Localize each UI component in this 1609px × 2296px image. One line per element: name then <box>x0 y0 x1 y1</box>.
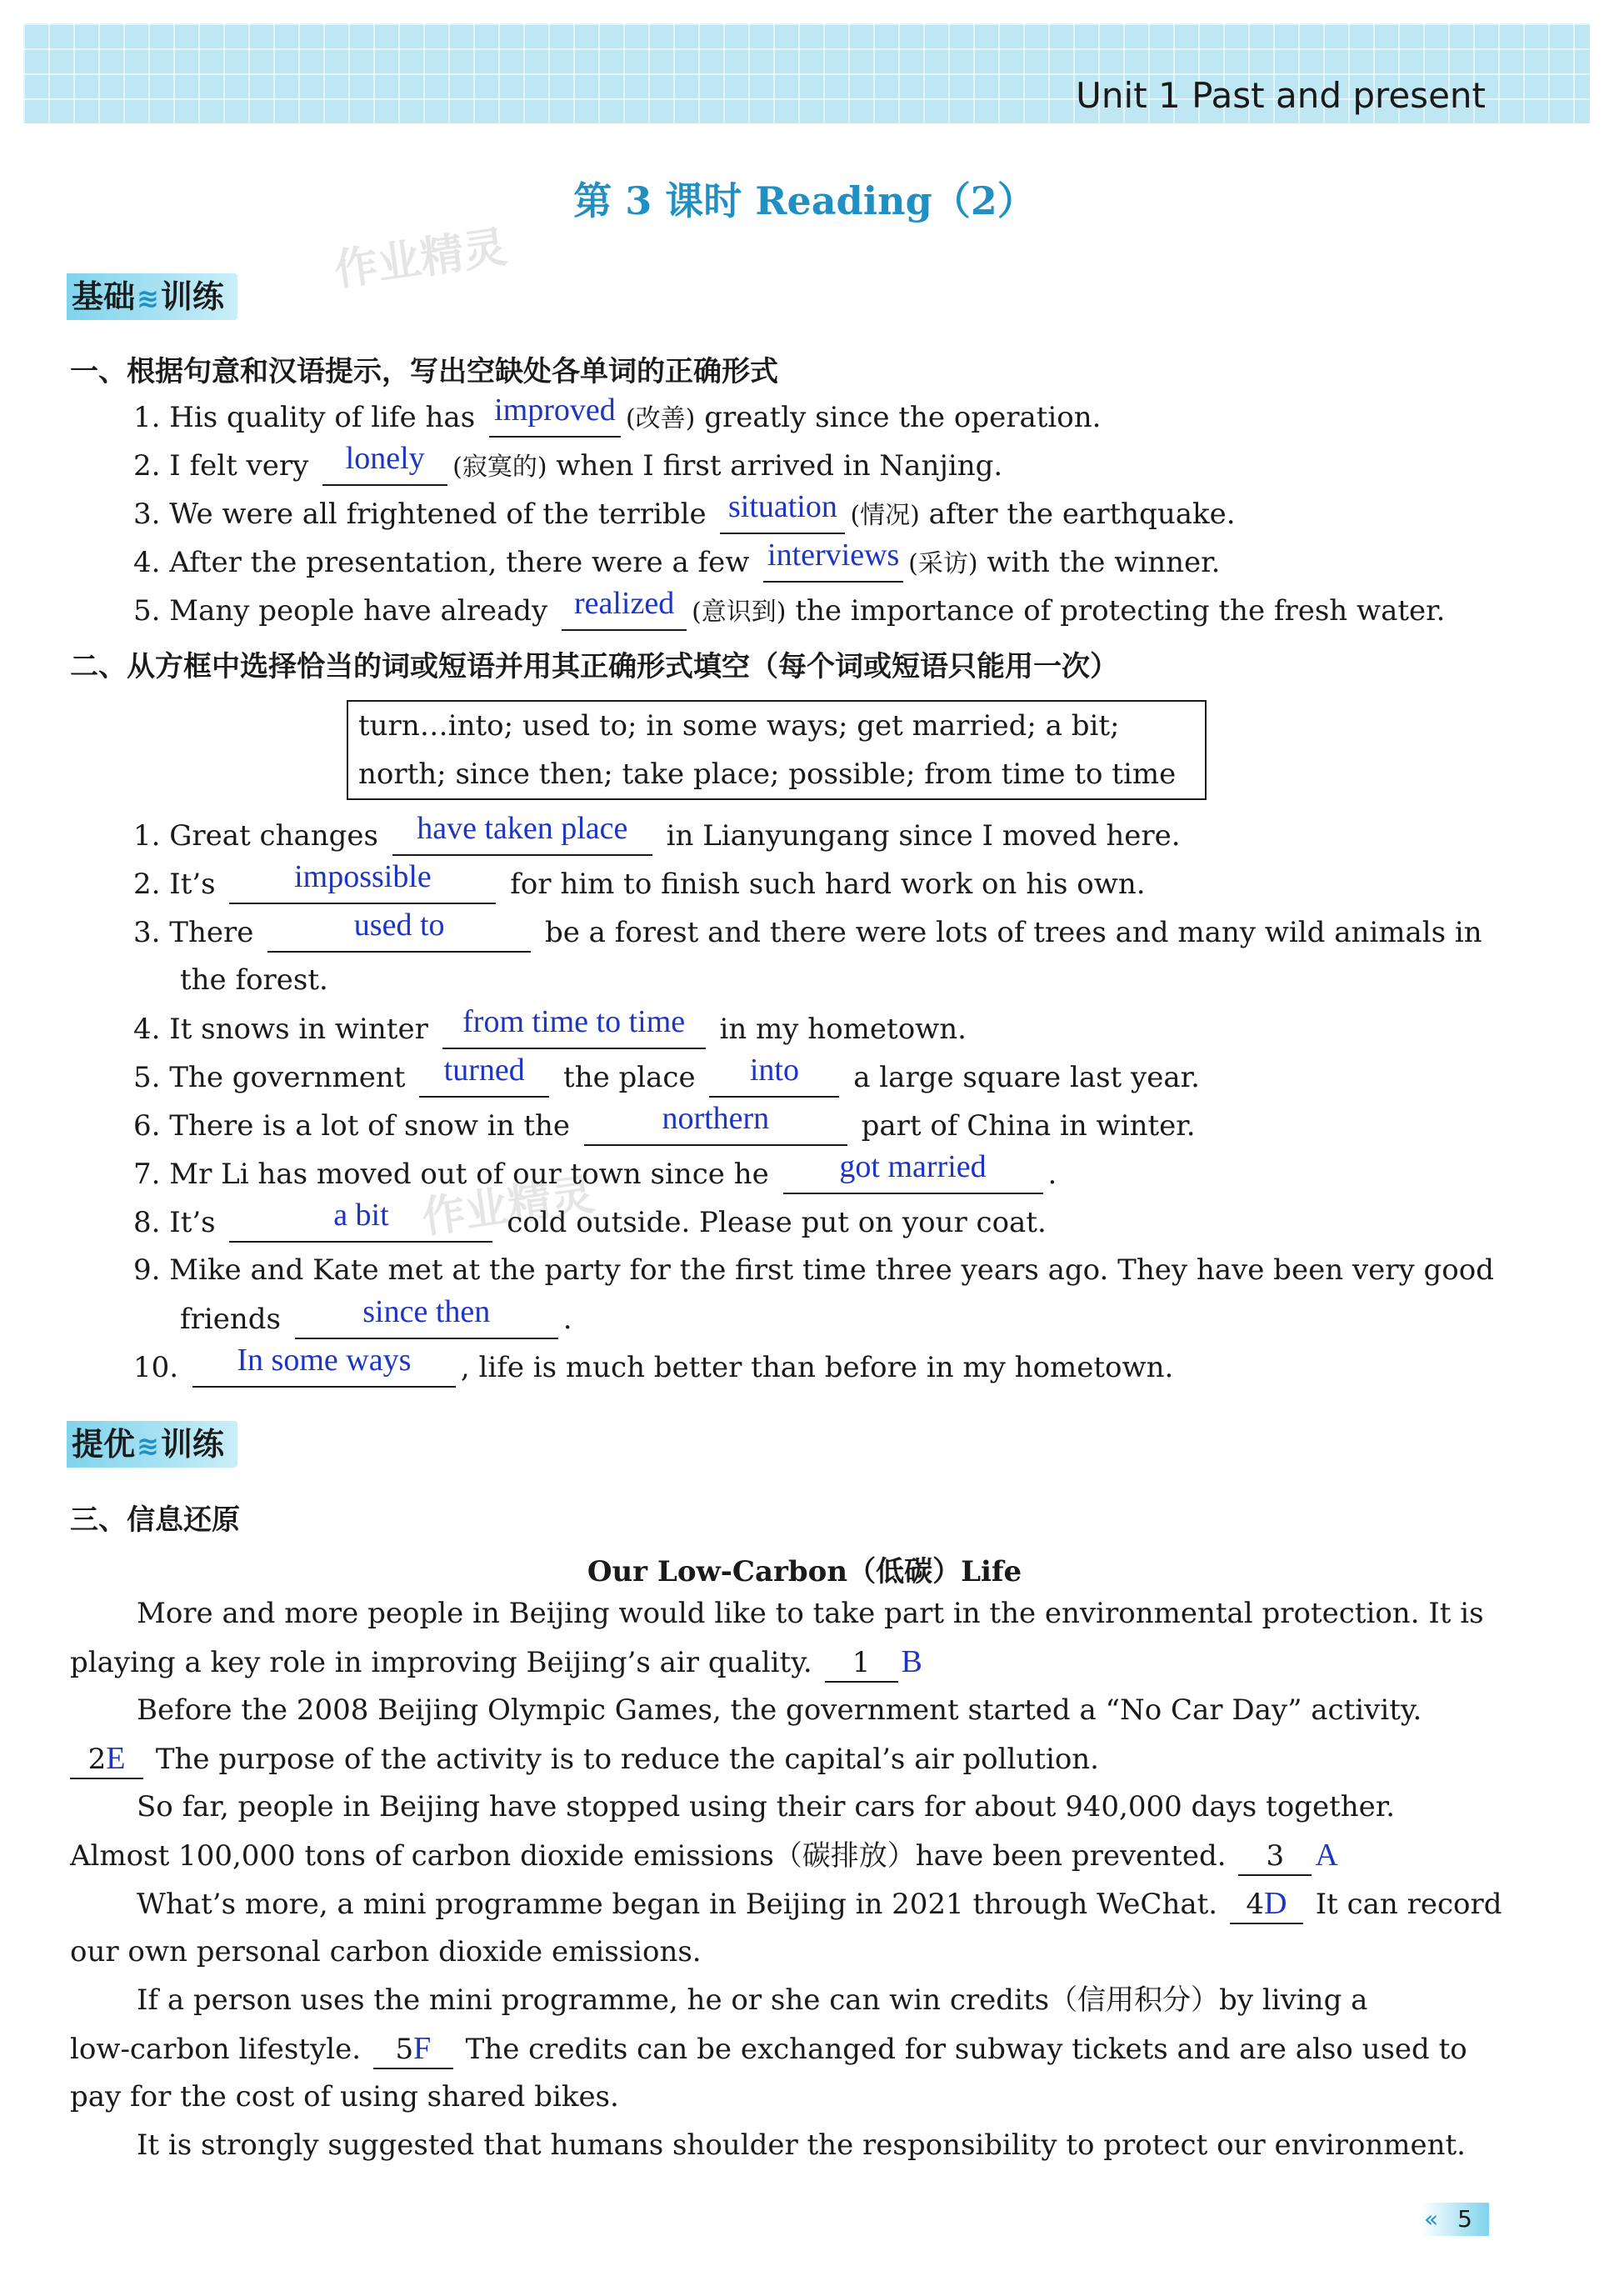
part1-item-4: 4. After the presentation, there were a few interviews (采访) with the winner. <box>133 543 1220 583</box>
part1-item-5: 5. Many people have already realized (意识到) the importance of protecting the fresh water. <box>133 592 1445 631</box>
paragraph-6-line-1: It is strongly suggested that humans shoulder the responsibility to protect our environment. <box>137 2128 1466 2162</box>
paragraph-1-line-1: More and more people in Beijing would like to take part in the environmental protection. It is <box>137 1597 1484 1630</box>
answer-slot-2[interactable]: 2E <box>70 1740 143 1779</box>
answer-blank[interactable]: interviews <box>763 543 903 583</box>
part2-item-7: 7. Mr Li has moved out of our town since he got married . <box>133 1155 1057 1194</box>
paragraph-2-line-1: Before the 2008 Beijing Olympic Games, the government started a “No Car Day” activity. <box>137 1693 1422 1727</box>
wave-icon: ≋ <box>137 283 159 314</box>
part1-item-2: 2. I felt very lonely (寂寞的) when I first arrived in Nanjing. <box>133 447 1002 486</box>
section-tag-right: 训练 <box>160 1426 224 1463</box>
part2-item-9: 9. Mike and Kate met at the party for the first time three years ago. They have been very good <box>133 1253 1494 1287</box>
part1-heading: 一、根据句意和汉语提示，写出空缺处各单词的正确形式 <box>70 355 778 388</box>
answer-blank[interactable]: northern <box>584 1107 847 1146</box>
section-tag-advanced <box>67 1421 237 1468</box>
paragraph-4-line-1: What’s more, a mini programme began in Beijing in 2021 through WeChat. 4D It can record <box>137 1885 1502 1924</box>
answer-slot-5[interactable]: 5F <box>373 2030 453 2069</box>
paragraph-2-line-2: 2E The purpose of the activity is to reduce the capital’s air pollution. <box>70 1740 1099 1779</box>
answer-blank[interactable]: since then <box>295 1300 558 1339</box>
answer-blank[interactable]: impossible <box>229 865 496 904</box>
part3-heading: 三、信息还原 <box>70 1503 240 1537</box>
part2-item-6: 6. There is a lot of snow in the northern part of China in winter. <box>133 1107 1196 1146</box>
answer-blank[interactable]: from time to time <box>442 1010 706 1049</box>
word-box-line-2: north; since then; take place; possible; from time to time <box>358 758 1177 791</box>
answer-slot-1[interactable]: 1 <box>825 1644 898 1683</box>
section-tag-left: 提优 <box>72 1426 136 1463</box>
answer-blank[interactable]: used to <box>267 913 531 953</box>
paragraph-1-line-2: playing a key role in improving Beijing’s air quality. 1 B <box>70 1643 922 1683</box>
answer-blank[interactable]: turned <box>419 1058 549 1098</box>
answer-blank[interactable]: situation <box>720 495 845 534</box>
part2-item-2: 2. It’s impossible for him to finish such hard work on his own. <box>133 865 1146 904</box>
part2-item-3: 3. There used to be a forest and there were lots of trees and many wild animals in <box>133 913 1482 953</box>
paragraph-3-line-1: So far, people in Beijing have stopped using their cars for about 940,000 days together. <box>137 1790 1396 1823</box>
part2-item-5: 5. The government turned the place into a large square last year. <box>133 1058 1200 1098</box>
word-box <box>347 700 1207 800</box>
answer-blank[interactable]: improved <box>489 398 621 438</box>
page-number-badge <box>1421 2203 1489 2236</box>
unit-title: Unit 1 Past and present <box>1076 75 1486 116</box>
part2-item-10: 10. In some ways , life is much better than before in my hometown. <box>133 1348 1173 1388</box>
answer-blank[interactable]: a bit <box>229 1203 492 1243</box>
paragraph-5-line-2: low-carbon lifestyle. 5F The credits can be exchanged for subway tickets and are also used to <box>70 2030 1467 2069</box>
answer-blank[interactable]: got married <box>783 1155 1043 1194</box>
watermark: 作业精灵 <box>418 1169 597 1244</box>
part2-item-9-cont: friends since then . <box>180 1300 572 1339</box>
part2-item-8: 8. It’s a bit cold outside. Please put on your coat. <box>133 1203 1047 1243</box>
part2-item-3-cont: the forest. <box>180 963 328 997</box>
section-tag-right: 训练 <box>160 278 224 315</box>
paragraph-3-line-2: Almost 100,000 tons of carbon dioxide emissions（碳排放）have been prevented. 3 A <box>70 1837 1338 1876</box>
passage-title: Our Low-Carbon（低碳）Life <box>587 1555 1022 1588</box>
answer-blank[interactable]: realized <box>562 592 687 631</box>
part2-heading: 二、从方框中选择恰当的词或短语并用其正确形式填空（每个词或短语只能用一次） <box>70 650 1118 683</box>
section-tag-left: 基础 <box>72 278 136 315</box>
answer-slot-4[interactable]: 4D <box>1230 1885 1303 1924</box>
word-box-line-1: turn…into; used to; in some ways; get married; a bit; <box>358 709 1120 743</box>
paragraph-4-line-2: our own personal carbon dioxide emissions. <box>70 1935 702 1968</box>
part2-item-1: 1. Great changes have taken place in Lianyungang since I moved here. <box>133 817 1181 856</box>
wave-icon: ≋ <box>137 1430 159 1462</box>
paragraph-5-line-3: pay for the cost of using shared bikes. <box>70 2080 619 2113</box>
paragraph-5-line-1: If a person uses the mini programme, he or she can win credits（信用积分）by living a <box>137 1983 1368 2017</box>
answer-blank[interactable]: lonely <box>322 447 447 486</box>
lesson-title: 第 3 课时 Reading（2） <box>573 178 1036 223</box>
section-tag-basic <box>67 273 237 320</box>
page-number: 5 <box>1457 2205 1472 2233</box>
part2-item-4: 4. It snows in winter from time to time in my hometown. <box>133 1010 967 1049</box>
part1-item-3: 3. We were all frightened of the terrible situation (情况) after the earthquake. <box>133 495 1236 534</box>
answer-blank[interactable]: have taken place <box>392 817 652 856</box>
part1-item-1: 1. His quality of life has improved (改善) greatly since the operation. <box>133 398 1101 438</box>
answer-blank[interactable]: into <box>709 1058 839 1098</box>
watermark: 作业精灵 <box>331 222 510 297</box>
answer-blank[interactable]: In some ways <box>192 1348 456 1388</box>
answer-slot-3[interactable]: 3 <box>1238 1838 1312 1876</box>
double-chevron-left-icon: « <box>1424 2205 1439 2233</box>
